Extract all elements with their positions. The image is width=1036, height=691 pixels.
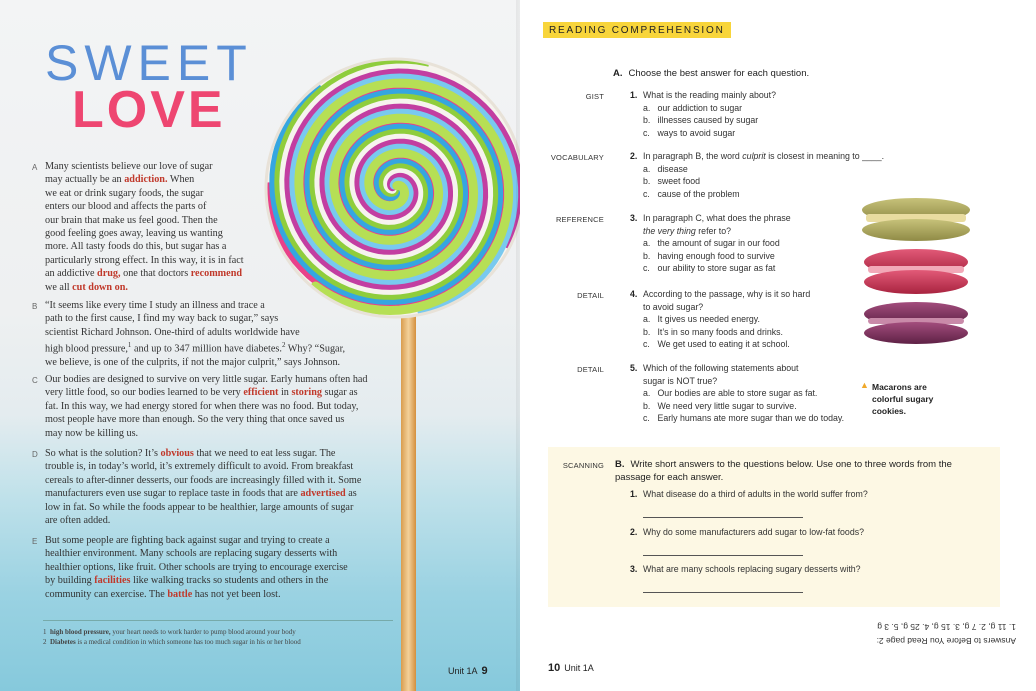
part-a-instruction: A. Choose the best answer for each question. bbox=[613, 68, 810, 79]
page-number-left: Unit 1A 9 bbox=[448, 665, 488, 677]
footnote-2: 2 Diabetes is a medical condition in which someone has too much sugar in his or her blood bbox=[43, 638, 301, 646]
paragraph-line: community can exercise. The battle has not yet been lost. bbox=[45, 588, 281, 600]
paragraph-b bbox=[45, 299, 395, 369]
paragraph-line: particularly strong effect. In this way, it is in fact bbox=[45, 254, 244, 266]
part-b-box bbox=[548, 447, 1000, 607]
paragraph-line: good feeling goes away, leaving us wanting bbox=[45, 228, 223, 240]
paragraph-line: So what is the solution? It’s obvious that we need to eat less sugar. The bbox=[45, 448, 336, 459]
paragraph-line: cereals to after-dinner desserts, our foods are increasingly filled with it. Some bbox=[45, 474, 362, 486]
question-a5: 5. Which of the following statements about sugar is NOT true? a. Our bodies are able to store sugar as fat. b. We need very little sugar to survive. c. Early humans ate more sugar than we do today. bbox=[630, 363, 845, 423]
photo-caption: Macarons are colorful sugary cookies. bbox=[872, 382, 934, 416]
question-a1: 1. What is the reading mainly about? a. our addiction to sugar b. illnesses caused by sugar c. ways to avoid sugar bbox=[630, 90, 777, 138]
paragraph-line: we believe, is one of the culprits, if not the major culprit,” says Johnson. bbox=[45, 357, 341, 369]
answer-line-1[interactable] bbox=[643, 517, 803, 518]
footnotes bbox=[43, 620, 393, 647]
question-b2: 2. Why do some manufacturers add sugar to low-fat foods? bbox=[630, 527, 865, 537]
title-sweet: SWEET bbox=[45, 35, 253, 91]
right-page bbox=[520, 0, 1036, 691]
paragraph-d bbox=[45, 447, 405, 527]
vocabulary-word: facilities bbox=[94, 575, 131, 587]
vocabulary-word: cut down on. bbox=[72, 281, 128, 293]
para-letter-a: A bbox=[32, 163, 38, 172]
part-b-instruction: B. Write short answers to the questions below. Use one to three words from the passage for each answer. bbox=[615, 459, 952, 483]
paragraph-line: enters our blood and affects the parts of bbox=[45, 201, 207, 213]
paragraph-line: manufacturers even use sugar to replace taste in foods that are advertised as bbox=[45, 488, 357, 500]
paragraph-line: most people have more than enough. So the very thing that once saved us bbox=[45, 414, 345, 426]
paragraph-line: trouble is, in today’s world, it’s extremely difficult to avoid. From breakfast bbox=[45, 461, 354, 473]
paragraph-line: high blood pressure,$^1$ and up to 347 million have diabetes.$^2$ Why? “Sugar, bbox=[45, 341, 346, 355]
question-a3: 3. In paragraph C, what does the phrase the very thing refer to? a. the amount of sugar in our food b. having enough food to survive c. our ability to store sugar as fat bbox=[630, 213, 791, 273]
skill-label-gist: GIST bbox=[585, 92, 604, 101]
lollipop-swirl bbox=[269, 63, 519, 311]
question-b1: 1. What disease do a third of adults in the world suffer from? bbox=[630, 489, 868, 499]
question-b3: 3. What are many schools replacing sugary desserts with? bbox=[630, 564, 861, 574]
title-love: LOVE bbox=[72, 81, 226, 139]
skill-label-scanning: SCANNING bbox=[562, 461, 604, 470]
paragraph-a bbox=[45, 160, 275, 294]
para-letter-d: D bbox=[32, 450, 38, 459]
lollipop-illustration bbox=[250, 38, 520, 338]
paragraph-line: low in fat. So while the foods appear to be healthier, large amounts of sugar bbox=[45, 501, 354, 513]
paragraph-line: “It seems like every time I study an illness and trace a bbox=[45, 300, 265, 311]
question-a4: 4. According to the passage, why is it so hard to avoid sugar? a. It gives us needed energy. b. It’s in so many foods and drinks. c. We get used to eating it at school. bbox=[630, 289, 811, 349]
footnote-marker: 2 bbox=[281, 341, 286, 350]
skill-label-reference: REFERENCE bbox=[555, 215, 604, 224]
paragraph-c bbox=[45, 373, 405, 440]
vocabulary-word: obvious bbox=[160, 448, 194, 459]
footnote-marker: 1 bbox=[127, 341, 132, 350]
vocabulary-word: recommend bbox=[190, 268, 243, 280]
vocabulary-word: addiction. bbox=[124, 174, 168, 186]
answer-line-2[interactable] bbox=[643, 555, 803, 556]
paragraph-line: healthier environment. Many schools are replacing sugary desserts with bbox=[45, 548, 338, 560]
paragraph-line: scientist Richard Johnson. One-third of adults worldwide have bbox=[45, 326, 300, 338]
vocabulary-word: efficient bbox=[243, 387, 279, 399]
question-a2: 2. In paragraph B, the word culprit is closest in meaning to ____. a. disease b. sweet food c. cause of the problem bbox=[630, 151, 885, 199]
caption-triangle-icon: ▲ bbox=[860, 380, 869, 390]
paragraph-line: Our bodies are designed to survive on very little sugar. Early humans often had bbox=[45, 374, 368, 385]
vocabulary-word: advertised bbox=[300, 488, 346, 500]
page-number-right: 10 Unit 1A bbox=[548, 662, 594, 674]
para-letter-c: C bbox=[32, 376, 38, 385]
paragraph-line: may now be killing us. bbox=[45, 427, 139, 439]
para-letter-b: B bbox=[32, 302, 38, 311]
paragraph-line: we all cut down on. bbox=[45, 281, 128, 293]
paragraph-line: healthier options, like fruit. Other schools are trying to encourage exercise bbox=[45, 561, 348, 573]
footnote-1: 1 high blood pressure, your heart needs to work harder to pump blood around your body bbox=[43, 628, 296, 636]
upside-down-answers: Answers to Before You Read page 2: 1. 11 g, 2. 7 g, 3. 15 g, 4. 25 g, 5. 3 g bbox=[876, 622, 1016, 646]
paragraph-line: are often added. bbox=[45, 515, 111, 527]
paragraph-e bbox=[45, 534, 405, 601]
para-letter-e: E bbox=[32, 537, 38, 546]
paragraph-line: by building facilities like walking tracks so students and others in the bbox=[45, 575, 329, 587]
answer-line-3[interactable] bbox=[643, 592, 803, 593]
skill-label-detail-2: DETAIL bbox=[577, 365, 604, 374]
section-header: READING COMPREHENSION bbox=[543, 22, 731, 38]
paragraph-line: an addictive drug, one that doctors recommend bbox=[45, 268, 243, 280]
vocabulary-word: battle bbox=[167, 588, 193, 600]
paragraph-line: we eat or drink sugary foods, the sugar bbox=[45, 187, 204, 199]
paragraph-line: path to the first cause, I find my way back to sugar,” says bbox=[45, 313, 279, 325]
paragraph-line: our brain that make us feel good. Then the bbox=[45, 214, 218, 226]
paragraph-line: Many scientists believe our love of sugar bbox=[45, 161, 213, 172]
skill-label-detail: DETAIL bbox=[577, 291, 604, 300]
paragraph-line: fat. In this way, we had energy stored for when there was no food. But today, bbox=[45, 400, 359, 412]
vocabulary-word: drug, bbox=[97, 268, 121, 280]
paragraph-line: more. All tasty foods do this, but sugar has a bbox=[45, 241, 227, 253]
paragraph-line: very little food, so our bodies learned to be very efficient in storing sugar as bbox=[45, 387, 358, 399]
vocabulary-word: storing bbox=[291, 387, 322, 399]
paragraph-line: may actually be an addiction. When bbox=[45, 174, 195, 186]
paragraph-line: But some people are fighting back against sugar and trying to create a bbox=[45, 535, 330, 546]
skill-label-vocabulary: VOCABULARY bbox=[550, 153, 604, 162]
macarons-photo bbox=[856, 196, 976, 346]
